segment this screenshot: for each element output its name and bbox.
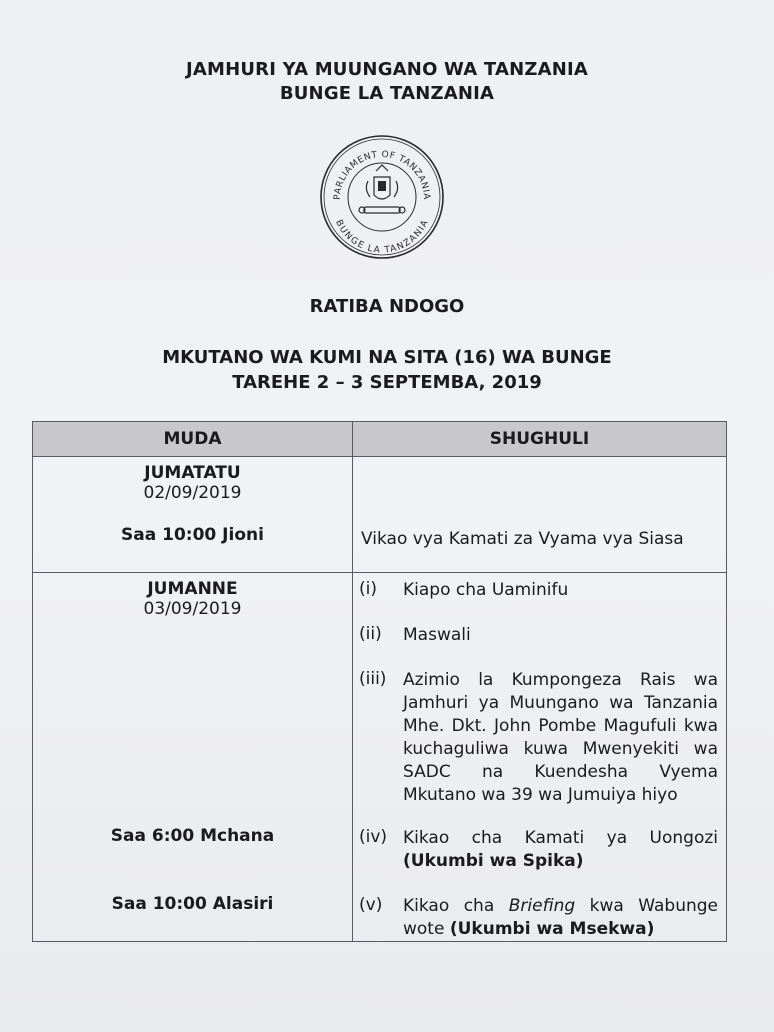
muda-cell <box>33 573 353 942</box>
item-number: (iii) <box>359 669 387 689</box>
column-header-muda: MUDA <box>33 422 353 457</box>
time-label: Saa 10:00 Alasiri <box>111 894 274 914</box>
svg-text:PARLIAMENT OF TANZANIA <box>333 150 431 201</box>
list-item <box>353 579 726 602</box>
item-v-post: kwa Wabunge wote <box>403 896 718 939</box>
table-row <box>33 457 727 573</box>
item-iv-text: Kikao cha Kamati ya Uongozi <box>403 828 718 848</box>
time-label: Saa 10:00 Jioni <box>121 525 264 545</box>
seal-bottom-text: BUNGE LA TANZANIA <box>333 218 431 256</box>
list-item <box>353 895 726 941</box>
item-number: (iv) <box>359 827 388 847</box>
item-v-italic: Briefing <box>508 896 576 916</box>
list-item <box>353 624 726 647</box>
item-text <box>403 895 726 941</box>
list-item <box>353 669 726 807</box>
item-text: Kiapo cha Uaminifu <box>403 580 569 600</box>
item-number: (v) <box>359 895 383 915</box>
schedule-table <box>32 421 727 942</box>
day-date: 03/09/2019 <box>143 599 242 619</box>
table-header-row <box>33 422 727 457</box>
day-name: JUMATATU <box>144 463 241 483</box>
list-item <box>353 827 726 873</box>
item-v-pre: Kikao cha <box>403 896 495 916</box>
document-subtitle <box>0 345 774 395</box>
header-line-2: BUNGE LA TANZANIA <box>279 83 495 104</box>
item-number: (ii) <box>359 624 382 644</box>
table-row <box>33 573 727 942</box>
time-label: Saa 6:00 Mchana <box>110 826 275 846</box>
document-title: RATIBA NDOGO <box>309 296 465 317</box>
item-iv-place: (Ukumbi wa Spika) <box>403 851 584 871</box>
day-date: 02/09/2019 <box>143 483 242 503</box>
seal-top-text: PARLIAMENT OF TANZANIA <box>332 149 432 201</box>
shughuli-cell <box>353 457 727 573</box>
parliament-seal-icon <box>318 133 446 261</box>
item-v-place: (Ukumbi wa Msekwa) <box>449 919 655 939</box>
muda-cell <box>33 457 353 573</box>
item-text: Maswali <box>403 625 471 645</box>
subtitle-line-1: MKUTANO WA KUMI NA SITA (16) WA BUNGE <box>162 347 612 368</box>
svg-text:BUNGE LA TANZANIA <box>333 218 431 255</box>
column-header-shughuli: SHUGHULI <box>353 422 727 457</box>
item-number: (i) <box>359 579 377 599</box>
shughuli-cell <box>353 573 727 942</box>
activity-text: Vikao vya Kamati za Vyama vya Siasa <box>361 529 684 549</box>
document-header <box>0 58 774 106</box>
item-text <box>403 827 726 873</box>
header-line-1: JAMHURI YA MUUNGANO WA TANZANIA <box>185 59 589 80</box>
day-name: JUMANNE <box>147 579 238 599</box>
item-text: Azimio la Kumpongeza Rais wa Jamhuri ya Muungano wa Tanzania Mhe. Dkt. John Pombe Magufuli kwa kuchaguliwa kuwa Mwenyekiti wa SADC na Kuendesha Vyema Mkutano wa 39 wa Jumuiya hiyo <box>403 670 718 805</box>
subtitle-line-2: TAREHE 2 – 3 SEPTEMBA, 2019 <box>232 372 542 393</box>
